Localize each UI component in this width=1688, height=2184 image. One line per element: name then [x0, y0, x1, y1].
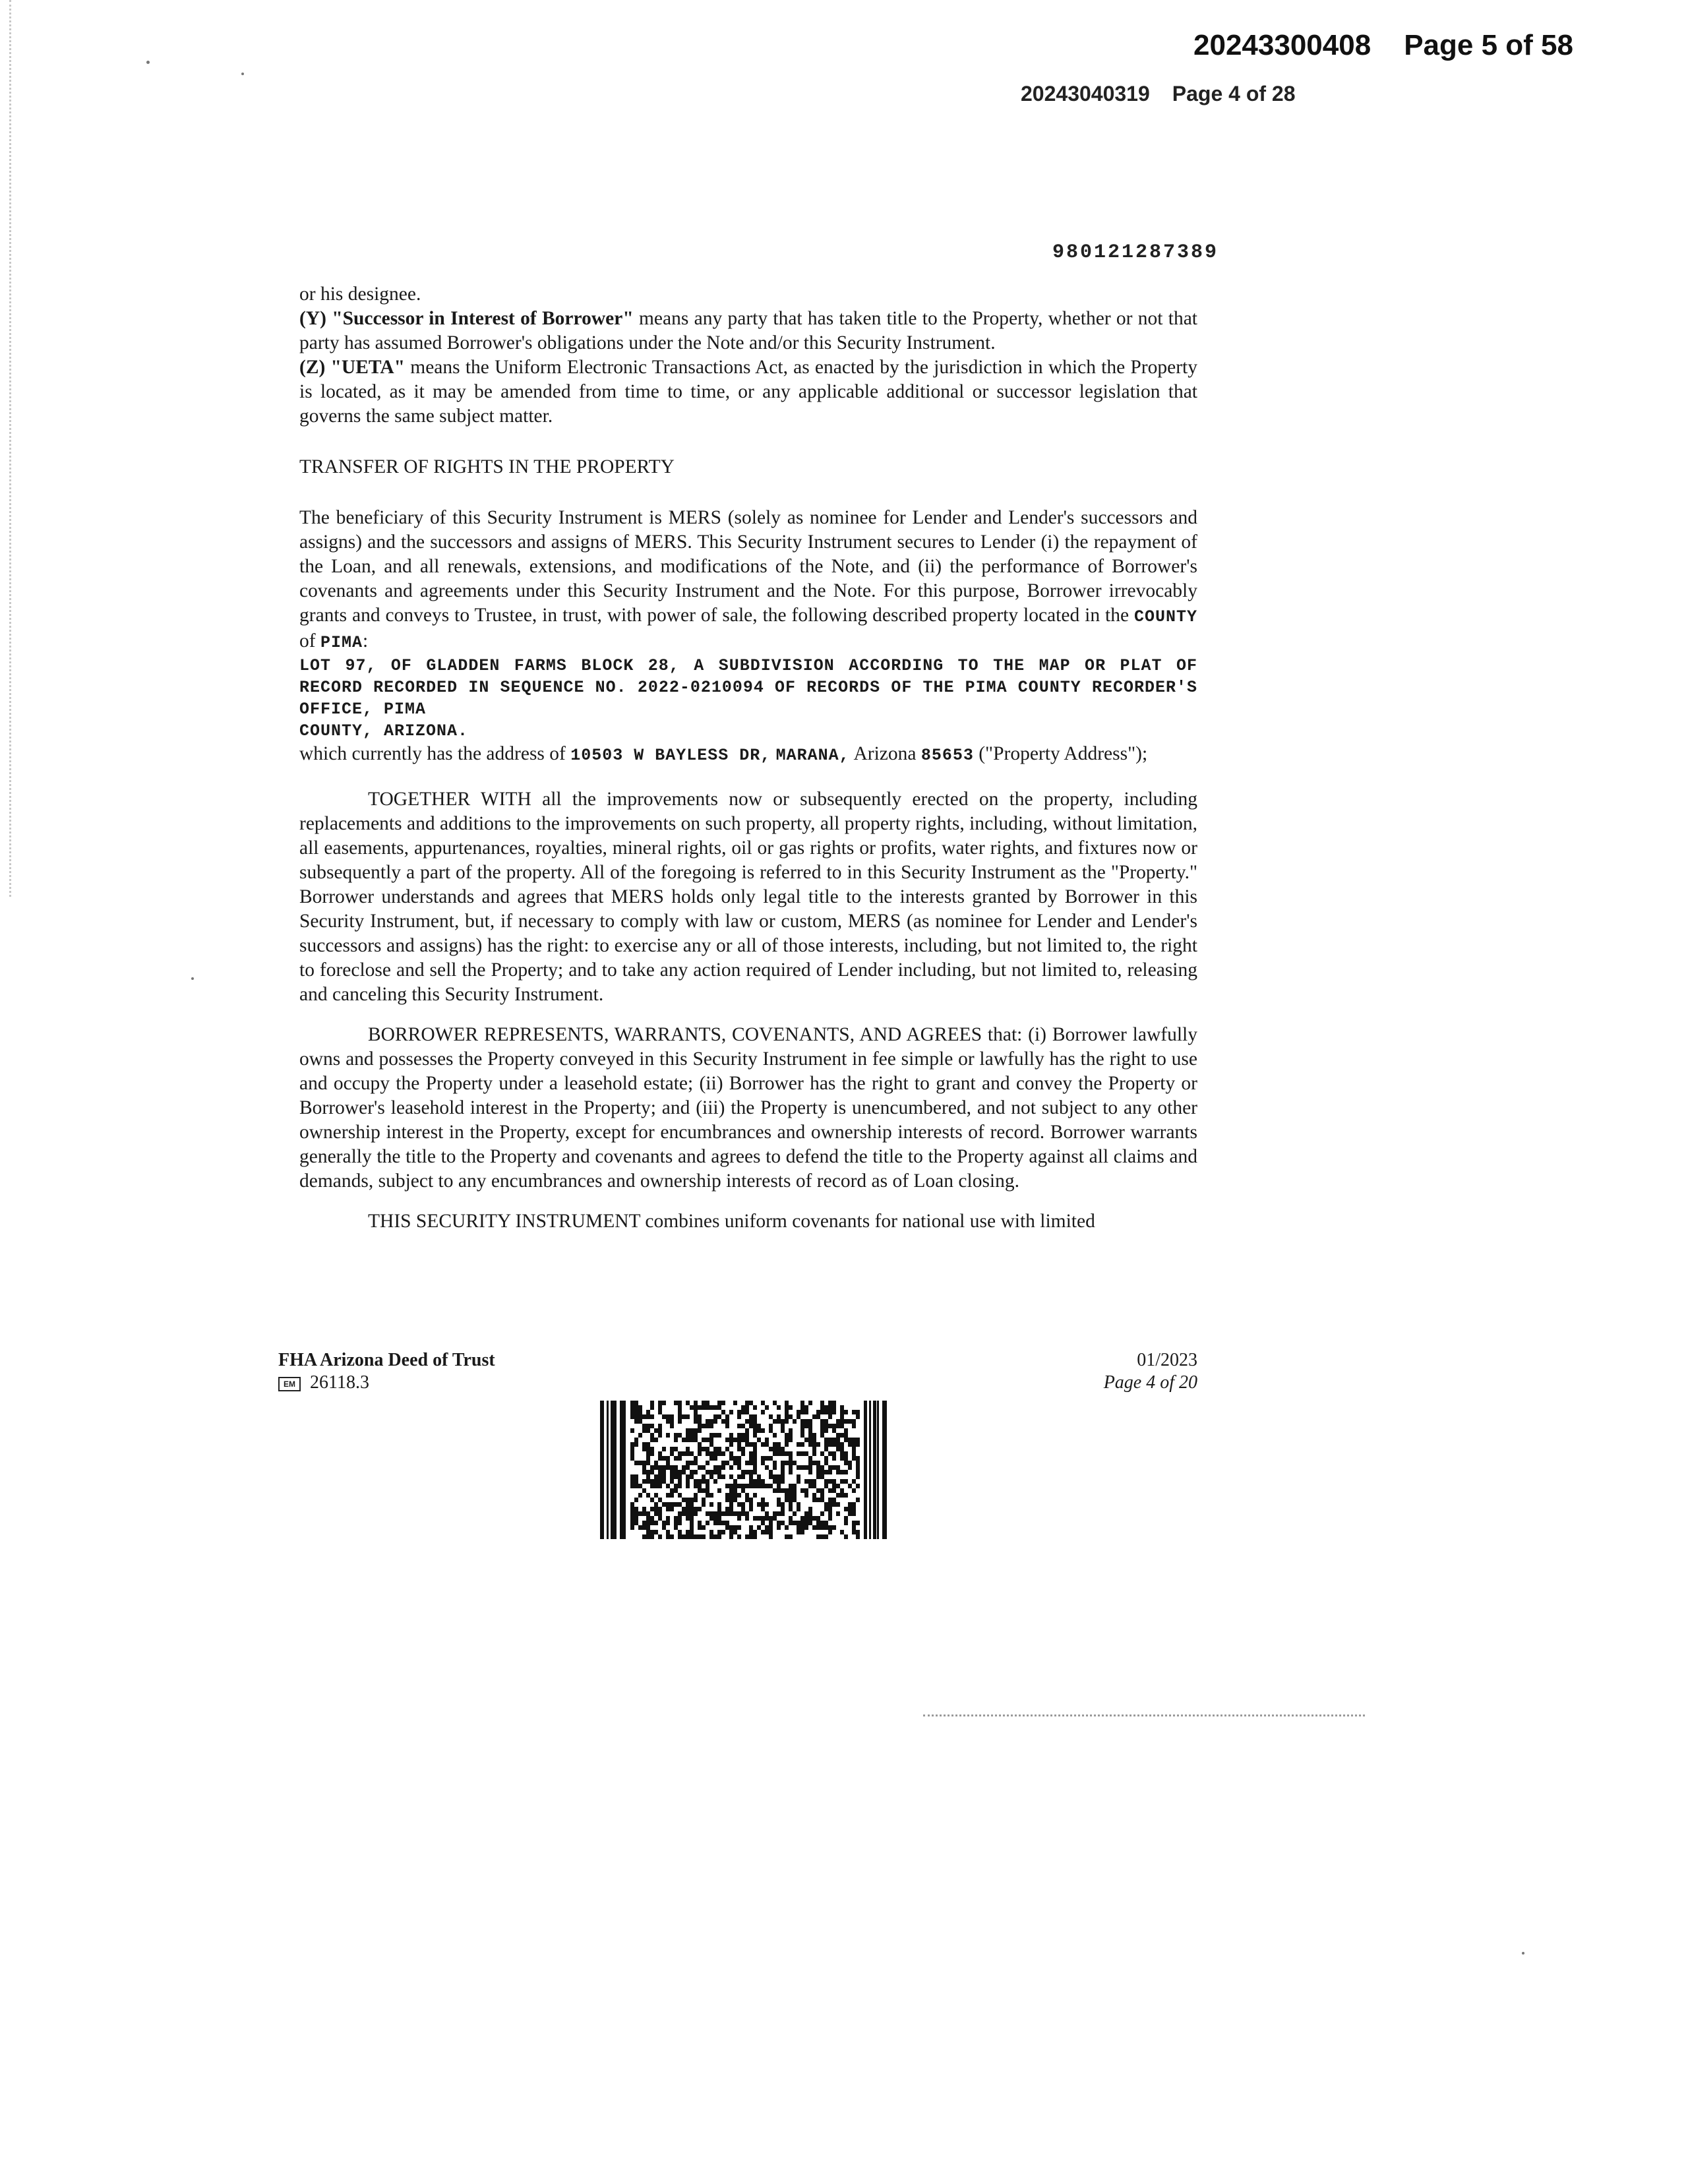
form-number-line	[278, 1372, 495, 1394]
form-number: 26118.3	[310, 1372, 369, 1393]
county-name: PIMA	[320, 633, 363, 652]
definition-z	[299, 355, 1197, 429]
definition-y-text: means any party that has taken title to the Property, whether or not that party has assumed Borrower's obligations under the Note and/or this Security Instrument.	[299, 308, 1197, 353]
county-of: of	[299, 630, 316, 652]
prior-page-label: Page 4 of 28	[1172, 82, 1296, 106]
beneficiary-paragraph: The beneficiary of this Security Instrument is MERS (solely as nominee for Lender and Lender's successors and assigns) and the successors and assigns of MERS. This Security Instrument secures to Lender (i) the repayment of the Loan, and all renewals, extensions, and modifications of the Note, and (ii) the performance of Borrower's covenants and agreements under this Security Instrument and the Note. For this purpose, Borrower irrevocably grants and conveys to Trustee, in trust, with power of sale, the following described property located in the COUNTY of PIMA:	[299, 507, 1197, 652]
document-body	[299, 282, 1197, 1234]
legal-description: LOT 97, OF GLADDEN FARMS BLOCK 28, A SUBDIVISION ACCORDING TO THE MAP OR PLAT OF RECORD RECORDED IN SEQUENCE NO. 2022-0210094 OF RECORDS OF THE PIMA COUNTY RECORDER'S OFFICE, PIMA	[299, 656, 1197, 719]
address-prefix: which currently has the address of	[299, 743, 566, 764]
definition-z-text: means the Uniform Electronic Transactions Act, as enacted by the jurisdiction in which the Property is located, as it may be amended from time to time, or any applicable additional or successor legislation that governs the same subject matter.	[299, 357, 1197, 427]
form-footer-left	[278, 1349, 495, 1394]
security-instrument-paragraph: THIS SECURITY INSTRUMENT combines uniform covenants for national use with limited	[368, 1211, 1095, 1232]
definition-z-label: (Z) "UETA"	[299, 357, 406, 378]
recording-page-label: Page 5 of 58	[1404, 29, 1573, 61]
transfer-heading: TRANSFER OF RIGHTS IN THE PROPERTY	[299, 456, 675, 477]
scan-speck	[1522, 1952, 1524, 1955]
address-city: MARANA,	[775, 746, 850, 765]
scan-artifact-line	[923, 1714, 1365, 1716]
designee-line: or his designee.	[299, 284, 421, 305]
scan-speck	[146, 61, 150, 64]
beneficiary-text: The beneficiary of this Security Instrument is MERS (solely as nominee for Lender and Lender's successors and assigns) and the successors and assigns of MERS. This Security Instrument secures to Lender (i) the repayment of the Loan, and all renewals, extensions, and modifications of the Note, and (ii) the performance of Borrower's covenants and agreements under this Security Instrument and the Note. For this purpose, Borrower irrevocably grants and conveys to Trustee, in trust, with power of sale, the following described property located in the	[299, 507, 1197, 626]
definition-y-label: (Y) "Successor in Interest of Borrower"	[299, 308, 634, 329]
property-address-paragraph	[299, 742, 1197, 768]
county-label: COUNTY	[1133, 607, 1197, 626]
prior-recording-header	[1021, 82, 1296, 106]
legal-description-2: COUNTY, ARIZONA.	[299, 721, 469, 741]
scan-speck	[241, 73, 244, 75]
recording-header	[1193, 29, 1573, 62]
address-state: Arizona	[853, 743, 917, 764]
form-footer-right	[1095, 1349, 1197, 1394]
form-date: 01/2023	[1137, 1350, 1197, 1370]
address-zip: 85653	[920, 746, 974, 765]
borrower-represents-paragraph: BORROWER REPRESENTS, WARRANTS, COVENANTS, AND AGREES that: (i) Borrower lawfully owns and possesses the Property conveyed in this Security Instrument in fee simple or lawfully has the right to use and occupy the Property under a leasehold estate; (ii) Borrower has the right to grant and convey the Property or Borrower's leasehold interest in the Property; and (iii) the Property is unencumbered, and not subject to any other ownership interest in the Property, except for encumbrances and ownership interests of record. Borrower warrants generally the title to the Property and covenants and agrees to defend the title to the Property against all claims and demands, subject to any encumbrances and ownership interests of record as of Loan closing.	[299, 1024, 1197, 1192]
loan-number: 980121287389	[1052, 241, 1219, 264]
recording-number: 20243300408	[1193, 29, 1372, 61]
prior-recording-number: 20243040319	[1021, 82, 1150, 106]
together-with-paragraph: TOGETHER WITH all the improvements now or subsequently erected on the property, including replacements and additions to the improvements on such property, all property rights, including, without limitation, all easements, appurtenances, royalties, mineral rights, oil or gas rights or profits, water rights, and fixtures now or subsequently a part of the property. All of the foregoing is referred to in this Security Instrument as the "Property." Borrower understands and agrees that MERS holds only legal title to the interests granted by Borrower in this Security Instrument, but, if necessary to comply with law or custom, MERS (as nominee for Lender and Lender's successors and assigns) has the right: to exercise any or all of those interests, including, but not limited to, the right to foreclose and sell the Property; and to take any action required of Lender including, but not limited to, releasing and canceling this Security Instrument.	[299, 789, 1197, 1005]
scan-edge-line	[9, 0, 14, 897]
form-page: Page 4 of 20	[1103, 1372, 1197, 1393]
form-title: FHA Arizona Deed of Trust	[278, 1350, 495, 1370]
scan-speck	[191, 977, 194, 980]
address-suffix: ("Property Address");	[979, 743, 1148, 764]
pdf417-barcode	[600, 1401, 888, 1539]
address-street: 10503 W BAYLESS DR,	[570, 746, 771, 765]
definition-y	[299, 307, 1197, 355]
ellie-mae-form-icon: EM	[278, 1377, 301, 1391]
